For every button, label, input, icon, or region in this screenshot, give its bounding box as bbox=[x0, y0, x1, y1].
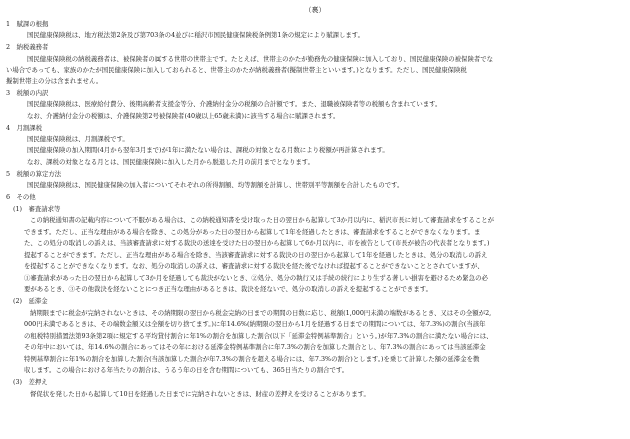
section-text: 国民健康保険の加入期間(4月から翌年3月まで)が1年に満たない場合は、課税の対象となる月数により税額が再計算されます。 bbox=[27, 146, 389, 154]
subsection-text: 要があるとき、③その他裁決を経ないことにつき正当な理由があるときは、裁決を経ないで、処分の取消しの訴えを提起することができます。 bbox=[24, 285, 432, 293]
subsection-text: その年中においては、年14.6%の割合にあってはその年における延滞金特例基準割合に年7.3%の割合を加算した割合とし、年7.3%の割合にあっては当該延滞金 bbox=[24, 343, 486, 351]
subsection-text: 収します。この場合における年当たりの割合は、うるう年の日を含む期間についても、365日当たりの割合です。 bbox=[24, 366, 349, 374]
section-text: 国民健康保険税の納税義務者は、被保険者の属する世帯の世帯主です。たとえば、世帯主のかたが勤務先の健康保険に加入しており、国民健康保険の被保険者でな bbox=[27, 55, 494, 63]
subsection-text: 特例基準割合に年1%の割合を加算した割合(当該加算した割合が年7.3%の割合を超える場合には、年7.3%の割合)とします。)を乗じて計算した額の延滞金を徴 bbox=[24, 355, 480, 363]
section-heading: 2 納税義務者 bbox=[6, 43, 49, 51]
subsection-text: 000円未満であるときは、その端数金額又は全額を切り捨てます。)に年14.6%(納期限の翌日から1月を経過する日までの期間については、年7.3%)の割合(当該年 bbox=[24, 320, 486, 328]
subsection-text: を提起することができなくなります。なお、処分の取消しの訴えは、審査請求に対する裁決を経た後でなければ提起することができないこととされていますが、 bbox=[24, 262, 484, 270]
section-text: 国民健康保険税は、医療給付費分、後期高齢者支援金等分、介護納付金分の税額の合計額です。また、退職被保険者等の税額も含まれています。 bbox=[27, 100, 442, 108]
section-heading: 3 税額の内訳 bbox=[6, 89, 49, 97]
section-text: 国民健康保険税は、国民健康保険の加入者についてそれぞれの所得割額、均等割額を計算し、世帯別平等割額を合計したものです。 bbox=[27, 181, 404, 189]
subsection-heading: (2) 延滞金 bbox=[13, 297, 48, 305]
subsection-text: の租税特別措置法第93条第2項に規定する平均貸付割合に年1%の割合を加算した割合(以下「延滞金特例基準割合」という。)が年7.3%の割合に満たない場合には、 bbox=[24, 332, 493, 340]
section-heading: 4 月割課税 bbox=[6, 124, 43, 132]
subsection-text: できます。ただし、正当な理由がある場合を除き、この処分があった日の翌日から起算して1年を経過したときは、審査請求をすることができなくなります。ま bbox=[24, 228, 481, 236]
subsection-text: た、この処分の取消しの訴えは、当該審査請求に対する裁決の送達を受けた日の翌日から起算して6か月以内に、市を被告として(市長が被告の代表者となります。) bbox=[24, 239, 490, 247]
subsection-heading: (3) 差押え bbox=[13, 378, 48, 386]
subsection-heading: (1) 審査請求等 bbox=[13, 205, 61, 213]
subsection-text: 納期限までに税金が完納されないときは、その納期限の翌日から税金完納の日までの期間の日数に応じ、税額(1,000円未満の端数があるとき、又はその全額が2, bbox=[30, 309, 492, 317]
section-text: 国民健康保険税は、月割課税です。 bbox=[27, 135, 129, 143]
section-text: 擬制世帯主の分は含まれません。 bbox=[6, 77, 103, 85]
section-text: なお、介護納付金分の税額は、介護保険第2号被保険者(40歳以上65歳未満)に該当する場合に賦課されます。 bbox=[27, 112, 340, 120]
subsection-text: 督促状を発した日から起算して10日を経過した日までに完納されないときは、財産の差押えを受けることがあります。 bbox=[30, 390, 370, 398]
subsection-text: ①審査請求があった日の翌日から起算して3か月を経過しても裁決がないとき、②処分、処分の執行又は手続の続行により生ずる著しい損害を避けるため緊急の必 bbox=[24, 274, 488, 282]
subsection-text: この納税通知書の記載内容について不服がある場合は、この納税通知書を受け取った日の翌日から起算して3か月以内に、稲沢市長に対して審査請求をすることが bbox=[30, 216, 495, 224]
page-title: （裏） bbox=[304, 6, 326, 14]
section-heading: 6 その他 bbox=[6, 193, 36, 201]
subsection-text: 提起することができます。ただし、正当な理由がある場合を除き、当該審査請求に対する裁決の日の翌日から起算して1年を経過したときは、処分の取消しの訴え bbox=[24, 251, 488, 259]
section-text: 国民健康保険税は、地方税法第2条及び第703条の4並びに稲沢市国民健康保険税条例第1条の規定により賦課します。 bbox=[27, 31, 365, 39]
section-text: なお、課税の対象となる月とは、国民健康保険に加入した月から脱退した月の前月までとなります。 bbox=[27, 158, 315, 166]
section-heading: 5 税額の算定方法 bbox=[6, 170, 62, 178]
section-text: い場合であっても、家族のかたが国民健康保険に加入しておられると、世帯主のかたが納税義務者(擬制世帯主といいます。)となります。ただし、国民健康保険税 bbox=[6, 66, 467, 74]
section-heading: 1 賦課の根拠 bbox=[6, 20, 49, 28]
